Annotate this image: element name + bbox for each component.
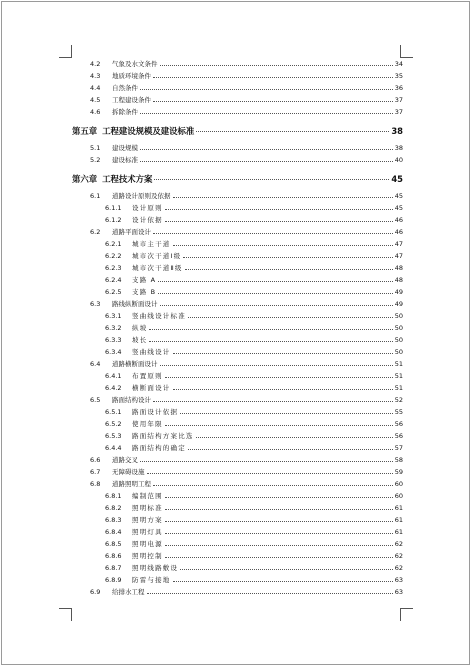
dot-leader [180, 412, 393, 414]
toc-entry-page: 48 [394, 276, 403, 284]
toc-entry[interactable] [70, 236, 403, 248]
toc-entry-number: 6.2.2 [105, 252, 122, 260]
toc-entry-number: 4.3 [90, 72, 101, 80]
dot-leader [160, 304, 393, 306]
toc-entry[interactable] [70, 452, 403, 464]
dot-leader [173, 580, 393, 582]
toc-entry-number: 6.5.2 [105, 420, 122, 428]
toc-entry-number: 6.8 [90, 480, 101, 488]
toc-entry-number: 6.2.1 [105, 240, 122, 248]
toc-entry-title: 照明方案 [132, 516, 163, 524]
dot-leader [149, 340, 392, 342]
toc-entry-title: 道路照明工程 [112, 480, 151, 488]
dot-leader [153, 400, 393, 402]
toc-entry-title: 气象及水文条件 [112, 60, 158, 68]
dot-leader [140, 148, 393, 150]
toc-entry-page: 51 [394, 384, 403, 392]
toc-entry-title: 建设规模 [112, 144, 138, 152]
toc-entry-number: 6.8.3 [105, 516, 122, 524]
dot-leader [153, 484, 393, 486]
toc-entry-title: 编制范围 [132, 492, 163, 500]
toc-entry-number: 第五章 [72, 126, 98, 136]
toc-entry-number: 6.3.1 [105, 312, 122, 320]
dot-leader [185, 268, 393, 270]
toc-entry-page: 63 [394, 588, 403, 596]
toc-entry-page: 38 [391, 126, 403, 136]
toc-entry-page: 61 [394, 528, 403, 536]
toc-entry[interactable] [70, 320, 403, 332]
dot-leader [158, 292, 392, 294]
toc-entry-page: 50 [394, 336, 403, 344]
toc-entry-number: 6.5.1 [105, 408, 122, 416]
toc-entry-title: 道路横断面设计 [112, 360, 158, 368]
toc-entry-title: 竖曲线设计标准 [132, 312, 186, 320]
toc-entry-title: 支路 B [132, 288, 157, 296]
toc-entry[interactable] [70, 404, 403, 416]
toc-entry[interactable] [70, 308, 403, 320]
dot-leader [147, 472, 393, 474]
dot-leader [173, 196, 393, 198]
toc-entry-page: 52 [394, 396, 403, 404]
toc-entry-title: 路线纵断面设计 [112, 300, 158, 308]
dot-leader [188, 448, 393, 450]
toc-chapter-entry[interactable] [70, 164, 403, 184]
toc-entry[interactable] [70, 92, 403, 104]
toc-entry-page: 47 [394, 240, 403, 248]
toc-entry[interactable] [70, 260, 403, 272]
toc-entry-page: 35 [394, 72, 403, 80]
toc-entry[interactable] [70, 140, 403, 152]
toc-entry[interactable] [70, 428, 403, 440]
toc-entry[interactable] [70, 512, 403, 524]
toc-entry-page: 45 [391, 174, 403, 184]
toc-entry-number: 4.5 [90, 96, 101, 104]
toc-entry-title: 使用年限 [132, 420, 163, 428]
toc-entry-number: 6.5.3 [105, 432, 122, 440]
toc-entry-title: 工程技术方案 [102, 174, 153, 184]
toc-entry[interactable] [70, 416, 403, 428]
toc-entry-title: 地质环境条件 [112, 72, 151, 80]
toc-entry-page: 47 [394, 252, 403, 260]
toc-entry[interactable] [70, 248, 403, 260]
toc-entry-number: 6.1 [90, 192, 101, 200]
dot-leader [140, 160, 393, 162]
toc-entry-number: 6.7 [90, 468, 101, 476]
toc-entry-number: 5.2 [90, 156, 101, 164]
toc-entry-number: 6.6 [90, 456, 101, 464]
toc-entry-title: 设计依据 [132, 216, 163, 224]
dot-leader [165, 496, 393, 498]
toc-entry-page: 63 [394, 576, 403, 584]
toc-entry[interactable] [70, 284, 403, 296]
toc-entry[interactable] [70, 56, 403, 68]
dot-leader [173, 352, 393, 354]
toc-entry-title: 照明控制 [132, 552, 163, 560]
toc-entry-title: 设计原则 [132, 204, 163, 212]
toc-entry-page: 51 [394, 372, 403, 380]
dot-leader [153, 100, 393, 102]
dot-leader [173, 244, 393, 246]
crop-mark-bottom-left [59, 608, 72, 621]
toc-entry-title: 城市主干道 [132, 240, 171, 248]
toc-entry[interactable] [70, 548, 403, 560]
toc-entry-title: 坡长 [132, 336, 148, 344]
toc-entry-number: 6.4.2 [105, 384, 122, 392]
toc-entry-number: 6.3 [90, 300, 101, 308]
toc-entry[interactable] [70, 152, 403, 164]
toc-entry[interactable] [70, 488, 403, 500]
dot-leader [165, 220, 393, 222]
toc-entry-page: 56 [394, 420, 403, 428]
toc-entry-page: 58 [394, 456, 403, 464]
dot-leader [158, 280, 392, 282]
dot-leader [196, 130, 389, 132]
toc-entry-number: 4.2 [90, 60, 101, 68]
toc-entry-title: 横断面设计 [132, 384, 171, 392]
toc-entry-page: 59 [394, 468, 403, 476]
dot-leader [180, 568, 393, 570]
dot-leader [165, 520, 393, 522]
toc-entry-title: 照明标准 [132, 504, 163, 512]
toc-entry-number: 4.4 [90, 84, 101, 92]
toc-entry-number: 6.9 [90, 588, 101, 596]
toc-entry-page: 46 [394, 216, 403, 224]
toc-entry[interactable] [70, 356, 403, 368]
toc-entry-page: 48 [394, 264, 403, 272]
toc-entry-title: 工程建设规模及建设标准 [102, 126, 195, 136]
toc-entry-number: 6.8.7 [105, 564, 122, 572]
dot-leader [154, 178, 389, 180]
toc-entry-number: 6.2.5 [105, 288, 122, 296]
toc-entry-number: 6.3.4 [105, 348, 122, 356]
toc-entry-page: 62 [394, 552, 403, 560]
toc-entry-page: 34 [394, 60, 403, 68]
toc-entry-page: 56 [394, 432, 403, 440]
toc-entry-page: 45 [394, 204, 403, 212]
toc-entry-title: 道路平面设计 [112, 228, 151, 236]
toc-entry-page: 50 [394, 348, 403, 356]
toc-entry[interactable] [70, 68, 403, 80]
toc-entry-number: 6.4.4 [105, 444, 122, 452]
toc-entry-page: 49 [394, 288, 403, 296]
toc-entry-title: 工程建设条件 [112, 96, 151, 104]
toc-entry-page: 61 [394, 504, 403, 512]
toc-entry-page: 61 [394, 516, 403, 524]
toc-entry[interactable] [70, 296, 403, 308]
toc-entry-number: 6.1.1 [105, 204, 122, 212]
toc-entry-page: 49 [394, 300, 403, 308]
toc-entry-page: 50 [394, 324, 403, 332]
toc-entry-title: 路面结构方案比选 [132, 432, 194, 440]
toc-entry[interactable] [70, 344, 403, 356]
toc-entry[interactable] [70, 104, 403, 116]
toc-entry-title: 照明线路敷设 [132, 564, 179, 572]
toc-entry[interactable] [70, 572, 403, 584]
dot-leader [165, 208, 393, 210]
toc-entry[interactable] [70, 272, 403, 284]
toc-entry-title: 支路 A [132, 276, 157, 284]
toc-entry-title: 纵坡 [132, 324, 148, 332]
toc-entry-page: 46 [394, 228, 403, 236]
toc-entry-title: 路面设计依据 [132, 408, 179, 416]
toc-entry-page: 55 [394, 408, 403, 416]
dot-leader [153, 76, 393, 78]
dot-leader [188, 316, 393, 318]
toc-entry[interactable] [70, 80, 403, 92]
toc-entry[interactable] [70, 560, 403, 572]
toc-entry[interactable] [70, 392, 403, 404]
toc-entry-page: 37 [394, 108, 403, 116]
toc-entry[interactable] [70, 500, 403, 512]
toc-entry[interactable] [70, 464, 403, 476]
toc-entry-page: 38 [394, 144, 403, 152]
toc-entry-number: 6.3.2 [105, 324, 122, 332]
toc-entry-title: 照明灯具 [132, 528, 163, 536]
toc-entry-title: 竖曲线设计 [132, 348, 171, 356]
dot-leader [140, 460, 393, 462]
dot-leader [140, 112, 393, 114]
toc-entry[interactable] [70, 536, 403, 548]
toc-entry[interactable] [70, 524, 403, 536]
toc-entry[interactable] [70, 584, 403, 596]
dot-leader [165, 508, 393, 510]
dot-leader [165, 532, 393, 534]
toc-entry-title: 布置原则 [132, 372, 163, 380]
toc-entry[interactable] [70, 368, 403, 380]
toc-entry-number: 6.8.4 [105, 528, 122, 536]
dot-leader [196, 436, 393, 438]
dot-leader [147, 592, 393, 594]
toc-entry-title: 给排水工程 [112, 588, 145, 596]
toc-entry-page: 62 [394, 540, 403, 548]
toc-entry-title: 照明电源 [132, 540, 163, 548]
dot-leader [160, 64, 393, 66]
toc-entry-number: 6.8.2 [105, 504, 122, 512]
dot-leader [165, 376, 393, 378]
toc-entry-page: 62 [394, 564, 403, 572]
toc-entry-title: 无障碍设施 [112, 468, 145, 476]
toc-entry-page: 51 [394, 360, 403, 368]
dot-leader [153, 232, 393, 234]
toc-entry-page: 45 [394, 192, 403, 200]
dot-leader [165, 556, 393, 558]
dot-leader [165, 544, 393, 546]
toc-entry-title: 自然条件 [112, 84, 138, 92]
toc-entry-number: 6.3.3 [105, 336, 122, 344]
toc-entry-page: 57 [394, 444, 403, 452]
toc-entry-page: 37 [394, 96, 403, 104]
toc-entry-title: 道路设计原则及依据 [112, 192, 171, 200]
toc-entry[interactable] [70, 212, 403, 224]
toc-entry-number: 6.8.9 [105, 576, 122, 584]
toc-chapter-entry[interactable] [70, 116, 403, 136]
toc-entry-page: 40 [394, 156, 403, 164]
toc-entry-number: 6.5 [90, 396, 101, 404]
toc-entry-number: 6.4 [90, 360, 101, 368]
toc-entry-title: 建设标准 [112, 156, 138, 164]
dot-leader [173, 388, 393, 390]
toc-entry[interactable] [70, 380, 403, 392]
toc-entry-title: 防雷与接地 [132, 576, 171, 584]
dot-leader [149, 328, 392, 330]
dot-leader [165, 424, 393, 426]
toc-entry-title: 拆除条件 [112, 108, 138, 116]
toc-entry[interactable] [70, 440, 403, 452]
dot-leader [140, 88, 393, 90]
dot-leader [183, 256, 392, 258]
toc-entry-number: 第六章 [72, 174, 98, 184]
toc-entry-page: 36 [394, 84, 403, 92]
toc-entry-number: 6.2 [90, 228, 101, 236]
toc-entry[interactable] [70, 476, 403, 488]
toc-entry-page: 60 [394, 480, 403, 488]
toc-entry-number: 6.8.5 [105, 540, 122, 548]
toc-entry-title: 路面结构的确定 [132, 444, 186, 452]
toc-entry[interactable] [70, 200, 403, 212]
toc-entry-number: 6.2.3 [105, 264, 122, 272]
toc-entry-number: 6.8.6 [105, 552, 122, 560]
toc-entry-number: 6.4.1 [105, 372, 122, 380]
toc-entry-number: 6.8.1 [105, 492, 122, 500]
toc-entry[interactable] [70, 224, 403, 236]
toc-entry-number: 5.1 [90, 144, 101, 152]
dot-leader [160, 364, 393, 366]
toc-entry-page: 50 [394, 312, 403, 320]
toc-entry-title: 城市次干道Ⅱ级 [132, 264, 183, 272]
toc-entry-title: 城市次干道Ⅰ级 [132, 252, 182, 260]
toc-entry-number: 4.6 [90, 108, 101, 116]
toc-entry[interactable] [70, 188, 403, 200]
toc-entry-number: 6.1.2 [105, 216, 122, 224]
toc-entry-title: 路面结构设计 [112, 396, 151, 404]
toc-entry-number: 6.2.4 [105, 276, 122, 284]
toc-entry-title: 道路交叉 [112, 456, 138, 464]
toc-entry-page: 60 [394, 492, 403, 500]
crop-mark-bottom-right [400, 608, 413, 621]
table-of-contents [70, 56, 403, 596]
toc-entry[interactable] [70, 332, 403, 344]
